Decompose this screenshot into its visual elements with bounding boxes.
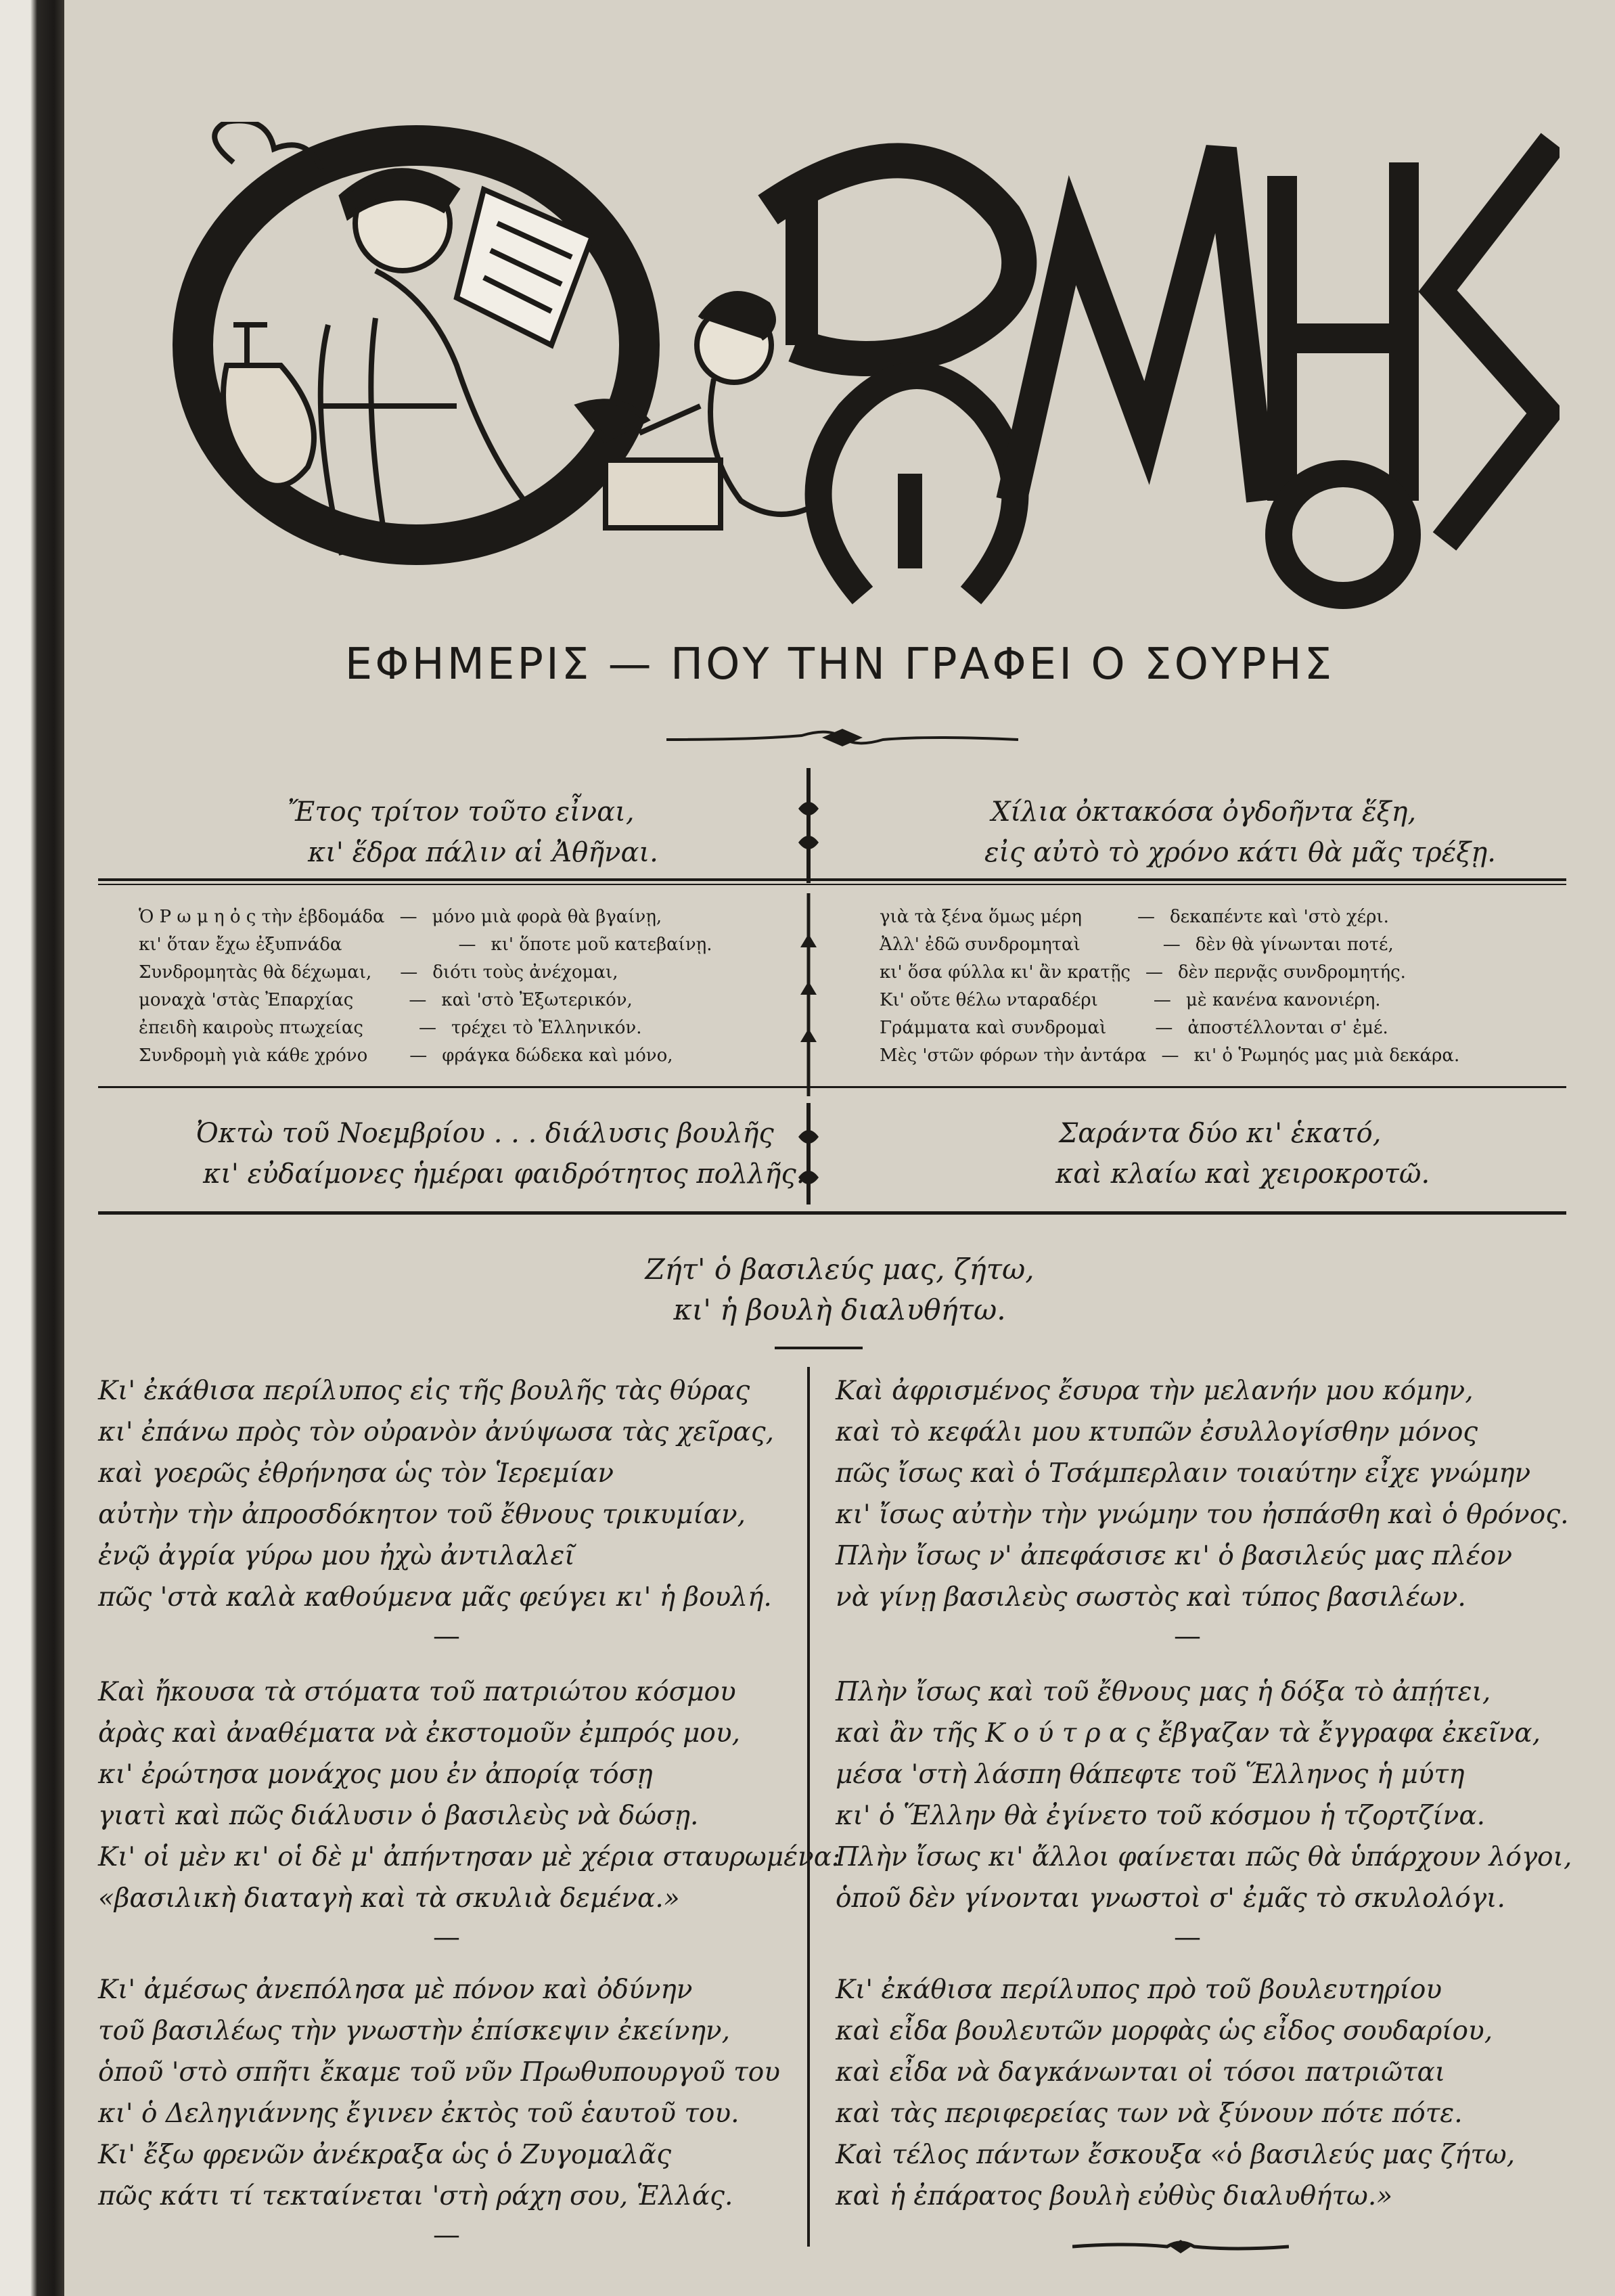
title-underline — [775, 1347, 863, 1349]
sub-right-row: κι' ὅσα φύλλα κι' ἂν κρατῇς — δὲν περνᾷς συνδρομητής. — [880, 962, 1406, 983]
stanza-separator: — — [433, 1621, 460, 1652]
poem-line: Κι' οἱ μὲν κι' οἱ δὲ μ' ἀπήντησαν μὲ χέρια σταυρωμένα: — [98, 1842, 841, 1872]
poem-line: Πλὴν ἴσως κι' ἄλλοι φαίνεται πῶς θὰ ὑπάρχουν λόγοι, — [836, 1842, 1572, 1872]
poem-line: κι' ὁ Δεληγιάννης ἔγινεν ἐκτὸς τοῦ ἑαυτοῦ του. — [98, 2098, 740, 2129]
stanza-separator: — — [1174, 1621, 1201, 1652]
poem-right-stanza-2 — [836, 1671, 1572, 1919]
sub-right-row: γιὰ τὰ ξένα ὅμως μέρη — δεκαπέντε καὶ 'στὸ χέρι. — [880, 907, 1389, 927]
poem-line: καὶ εἶδα νὰ δαγκάνωνται οἱ τόσοι πατριῶται — [836, 2057, 1446, 2088]
rule-top-2 — [98, 884, 1566, 885]
poem-line: κι' ὁ Ἕλλην θὰ ἐγίνετο τοῦ κόσμου ἡ τζορτζίνα. — [836, 1801, 1486, 1831]
poem-left-stanza-2 — [98, 1671, 840, 1919]
poem-title-line-1: Ζήτ' ὁ βασιλεύς μας, ζήτω, — [645, 1253, 1034, 1286]
poem-line: πῶς 'στὰ καλὰ καθούμενα μᾶς φεύγει κι' ἡ βουλή. — [98, 1582, 772, 1613]
masthead-subtitle: ΕΦΗΜΕΡΙΣ — ΠΟΥ ΤΗΝ ΓΡΑΦΕΙ Ο ΣΟΥΡΗΣ — [344, 639, 1335, 690]
dateline-ornament-icon — [792, 1103, 825, 1205]
poem-line: κι' ἐρώτησα μονάχος μου ἐν ἀπορίᾳ τόσῃ — [98, 1759, 653, 1790]
masthead — [173, 122, 1560, 623]
poem-line: καὶ ἡ ἐπάρατος βουλὴ εὐθὺς διαλυθήτω.» — [836, 2181, 1393, 2211]
subscription-left — [139, 903, 712, 1070]
poem-line: καὶ τὸ κεφάλι μου κτυπῶν ἐσυλλογίσθην μόνος — [836, 1417, 1478, 1447]
poem-line: καὶ εἶδα βουλευτῶν μορφὰς ὡς εἶδος σουδαρίου, — [836, 2016, 1493, 2046]
rule-mid-2 — [98, 1211, 1566, 1215]
table-divider-ornament-icon — [795, 893, 822, 1096]
sub-left-row: ἐπειδὴ καιροὺς πτωχείας — τρέχει τὸ Ἑλληνικόν. — [139, 1018, 642, 1038]
rule-top-1 — [98, 878, 1566, 881]
sub-right-row: Μὲς 'στῶν φόρων τὴν ἀντάρα — κι' ὁ Ῥωμηός μας μιὰ δεκάρα. — [880, 1045, 1460, 1066]
poem-line: «βασιλικὴ διαταγὴ καὶ τὰ σκυλιὰ δεμένα.» — [98, 1883, 680, 1914]
dateline-right-line-1: Σαράντα δύο κι' ἑκατό, — [1059, 1118, 1382, 1149]
poem-line: Κι' ἐκάθισα περίλυπος πρὸ τοῦ βουλευτηρίου — [836, 1975, 1442, 2005]
newspaper-page — [64, 0, 1615, 2296]
poem-line: κι' ἐπάνω πρὸς τὸν οὐρανὸν ἀνύψωσα τὰς χεῖρας, — [98, 1417, 774, 1447]
poem-left-stanza-3 — [98, 1969, 780, 2217]
stanza-separator: — — [433, 2220, 460, 2251]
scan-binding-edge — [0, 0, 64, 2296]
poem-line: πῶς ἴσως καὶ ὁ Τσάμπερλαιν τοιαύτην εἶχε γνώμην — [836, 1458, 1531, 1489]
sub-left-row: κι' ὅταν ἔχω ἐξυπνάδα — κι' ὅποτε μοῦ κατεβαίνῃ. — [139, 935, 712, 955]
subscription-right — [880, 903, 1459, 1070]
dateline-left-line-1: Ὀκτὼ τοῦ Νοεμβρίου . . . διάλυσις βουλῆς — [196, 1118, 774, 1149]
poem-line: Κι' ἐκάθισα περίλυπος εἰς τῆς βουλῆς τὰς θύρας — [98, 1376, 750, 1406]
intro-right-line-1: Χίλια ὀκτακόσα ὀγδοῆντα ἕξη, — [991, 796, 1417, 828]
intro-left-line-1: Ἔτος τρίτον τοῦτο εἶναι, — [288, 796, 635, 828]
sub-right-row: Κι' οὔτε θέλω νταραδέρι — μὲ κανένα κανονιέρη. — [880, 990, 1381, 1010]
title-letter-mu — [1011, 149, 1262, 501]
poem-line: Καὶ ἤκουσα τὰ στόματα τοῦ πατριώτου κόσμου — [98, 1677, 736, 1707]
poem-line: τοῦ βασιλέως τὴν γνωστὴν ἐπίσκεψιν ἐκείνην, — [98, 2016, 731, 2046]
sub-right-row: Γράμματα καὶ συνδρομαὶ — ἀποστέλλονται σ' ἐμέ. — [880, 1018, 1388, 1038]
intro-right-line-2: εἰς αὐτὸ τὸ χρόνο κάτι θὰ μᾶς τρέξῃ. — [984, 837, 1496, 868]
flourish-divider-icon — [666, 721, 1018, 755]
poem-line: Κι' ἀμέσως ἀνεπόλησα μὲ πόνον καὶ ὀδύνην — [98, 1975, 693, 2005]
vertical-ornament-icon — [792, 768, 825, 883]
poem-line: γιατὶ καὶ πῶς διάλυσιν ὁ βασιλεὺς νὰ δώσῃ. — [98, 1801, 699, 1831]
poem-line: ἀρὰς καὶ ἀναθέματα νὰ ἐκστομοῦν ἐμπρός μου, — [98, 1718, 740, 1749]
poem-line: καὶ τὰς περιφερείας των νὰ ξύνουν πότε πότε. — [836, 2098, 1463, 2129]
poem-line: ὁποῦ 'στὸ σπῆτι ἔκαμε τοῦ νῦν Πρωθυπουργοῦ του — [98, 2057, 780, 2088]
poem-line: μέσα 'στὴ λάσπη θάπεφτε τοῦ Ἕλληνος ἡ μύτη — [836, 1759, 1465, 1790]
dateline-left-line-2: κι' εὐδαίμονες ἡμέραι φαιδρότητος πολλῆς. — [203, 1158, 805, 1190]
end-flourish-icon — [1072, 2233, 1289, 2260]
title-letter-omicron — [1279, 474, 1407, 595]
sub-left-row: Συνδρομητὰς θὰ δέχωμαι, — διότι τοὺς ἀνέχομαι, — [139, 962, 618, 983]
poem-line: πῶς κάτι τί τεκταίνεται 'στὴ ράχη σου, Ἑλλάς. — [98, 2181, 733, 2211]
stanza-separator: — — [1174, 1922, 1201, 1953]
masthead-illustration — [173, 122, 1560, 623]
poem-right-stanza-1 — [836, 1370, 1569, 1618]
sub-left-row: Ὁ Ρ ω μ η ὀ ς τὴν ἑβδομάδα — μόνο μιὰ φορὰ θὰ βγαίνῃ, — [139, 907, 662, 927]
sub-left-row: Συνδρομὴ γιὰ κάθε χρόνο — φράγκα δώδεκα καὶ μόνο, — [139, 1045, 673, 1066]
title-letter-sigma — [1438, 142, 1553, 541]
dateline-right-line-2: καὶ κλαίω καὶ χειροκροτῶ. — [1055, 1158, 1430, 1190]
intro-left-line-2: κι' ἕδρα πάλιν αἱ Ἀθῆναι. — [308, 837, 658, 868]
poem-line: Καὶ τέλος πάντων ἔσκουξα «ὁ βασιλεύς μας ζήτω, — [836, 2140, 1516, 2170]
rule-mid-1 — [98, 1086, 1566, 1088]
poem-line: ὁποῦ δὲν γίνονται γνωστοὶ σ' ἐμᾶς τὸ σκυλολόγι. — [836, 1883, 1505, 1914]
poem-right-stanza-3 — [836, 1969, 1515, 2217]
sub-right-row: Ἀλλ' ἐδῶ συνδρομηταὶ — δὲν θὰ γίνωνται ποτέ, — [880, 935, 1394, 955]
title-letter-eta — [1282, 162, 1404, 501]
poem-title-line-2: κι' ἡ βουλὴ διαλυθήτω. — [673, 1293, 1006, 1326]
poem-line: Πλὴν ἴσως ν' ἀπεφάσισε κι' ὁ βασιλεύς μας πλέον — [836, 1541, 1513, 1571]
poem-line: καὶ ἂν τῆς Κ ο ύ τ ρ α ς ἔβγαζαν τὰ ἔγγραφα ἐκεῖνα, — [836, 1718, 1541, 1749]
poem-line: Καὶ ἀφρισμένος ἔσυρα τὴν μελανήν μου κόμην, — [836, 1376, 1474, 1406]
poem-line: νὰ γίνῃ βασιλεὺς σωστὸς καὶ τύπος βασιλέων. — [836, 1582, 1466, 1613]
poem-line: κι' ἴσως αὐτὴν τὴν γνώμην του ἠσπάσθη καὶ ὁ θρόνος. — [836, 1500, 1569, 1530]
poem-line: αὐτὴν τὴν ἀπροσδόκητον τοῦ ἔθνους τρικυμίαν, — [98, 1500, 746, 1530]
stanza-separator: — — [433, 1922, 460, 1953]
poem-line: ἐνῷ ἀγρία γύρω μου ἠχὼ ἀντιλαλεῖ — [98, 1541, 575, 1571]
poem-line: Πλὴν ἴσως καὶ τοῦ ἔθνους μας ἡ δόξα τὸ ἀπῄτει, — [836, 1677, 1491, 1707]
poem-line: Κι' ἔξω φρενῶν ἀνέκραξα ὡς ὁ Ζυγομαλᾶς — [98, 2140, 672, 2170]
poem-line: καὶ γοερῶς ἐθρήνησα ὡς τὸν Ἱερεμίαν — [98, 1458, 614, 1489]
poem-left-stanza-1 — [98, 1370, 774, 1618]
sub-left-row: μοναχὰ 'στὰς Ἐπαρχίας — καὶ 'στὸ Ἐξωτερικόν, — [139, 990, 633, 1010]
